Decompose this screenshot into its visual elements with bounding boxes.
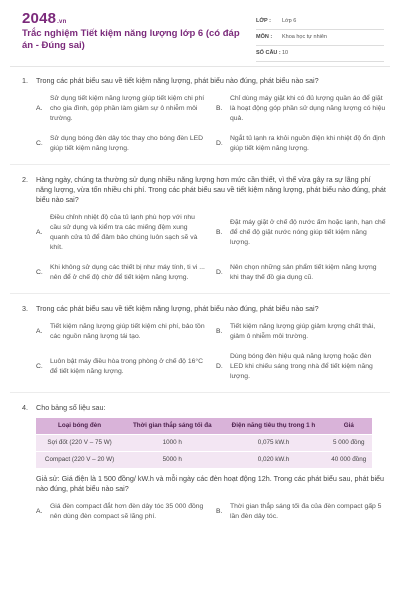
option-letter: B. [216, 508, 223, 515]
option-a[interactable] [36, 322, 206, 342]
option-a[interactable] [36, 94, 206, 124]
meta-value: Khoa học tự nhiên [282, 34, 327, 40]
question-divider [10, 293, 390, 294]
table-header: Điện năng tiêu thụ trong 1 h [221, 418, 325, 435]
options-grid [36, 213, 386, 283]
table-cell: 5 000 đồng [326, 435, 372, 452]
table-row [36, 452, 372, 469]
meta-value: 10 [282, 50, 289, 56]
page-title: Trắc nghiệm Tiết kiệm năng lượng lớp 6 (có đáp án - Đúng sai) [22, 28, 240, 51]
table-header: Thời gian thắp sáng tối đa [123, 418, 221, 435]
option-d[interactable] [216, 263, 386, 283]
option-letter: C. [36, 363, 43, 370]
option-letter: D. [216, 269, 223, 276]
options-grid [36, 502, 386, 522]
option-a[interactable] [36, 502, 206, 522]
option-letter: C. [36, 269, 43, 276]
question-text: Cho bảng số liệu sau: [36, 403, 106, 412]
options-grid [36, 322, 386, 382]
table-row [36, 435, 372, 452]
table-cell: 0,075 kW.h [221, 435, 325, 452]
option-letter: A. [36, 105, 43, 112]
option-letter: A. [36, 328, 43, 335]
option-text: Khi không sử dụng các thiết bị như máy tính, ti vi ... nên để ở chế độ chờ để tiết kiệm năng lượng. [50, 264, 205, 281]
question-list [0, 76, 400, 522]
option-c[interactable] [36, 352, 206, 382]
meta-row-class [256, 14, 384, 30]
table-header-row [36, 418, 372, 435]
meta-row-count [256, 46, 384, 62]
table-header: Loại bóng đèn [36, 418, 123, 435]
option-text: Dùng bóng đèn hiệu quả năng lượng hoặc đèn LED khi chiếu sáng trong nhà để tiết kiệm năng lượng. [230, 353, 373, 380]
meta-label: LỚP : [256, 18, 271, 24]
option-text: Điều chỉnh nhiệt độ của tủ lạnh phù hợp với nhu cầu sử dụng và kiểm tra các miếng đệm xung quanh cửa tủ để đảm bảo chúng luôn sạch sẽ và khít. [50, 214, 198, 251]
question-divider [10, 164, 390, 165]
option-letter: A. [36, 229, 43, 236]
option-text: Đặt máy giặt ở chế độ nước ấm hoặc lạnh, hạn chế để chế độ giặt nước nóng giúp tiết kiệm năng lượng. [230, 219, 386, 246]
question-text: Hàng ngày, chúng ta thường sử dụng nhiều năng lượng hơn mức cần thiết, vì thế vừa gây ra sự lãng phí năng lượng, vừa tốn nhiều chi phí. Trong các phát biểu sau về tiết kiệm năng lượng, phát biểu nào đúng, phát biểu nào sai? [36, 175, 386, 204]
option-letter: B. [216, 229, 223, 236]
data-table [36, 418, 372, 468]
option-b[interactable] [216, 322, 386, 342]
option-b[interactable] [216, 213, 386, 253]
site-logo[interactable] [22, 10, 66, 27]
option-letter: D. [216, 140, 223, 147]
option-letter: D. [216, 363, 223, 370]
table-cell: 1000 h [123, 435, 221, 452]
options-grid [36, 94, 386, 154]
meta-row-subject [256, 30, 384, 46]
question-3 [22, 304, 386, 382]
option-letter: B. [216, 105, 223, 112]
question-text: Trong các phát biểu sau về tiết kiệm năng lượng, phát biểu nào đúng, phát biểu nào sai? [36, 76, 319, 85]
table-cell: 5000 h [123, 452, 221, 469]
option-d[interactable] [216, 352, 386, 382]
question-2 [22, 175, 386, 283]
meta-label: MÔN : [256, 34, 273, 40]
question-number: 4. [22, 403, 28, 412]
question-number: 1. [22, 76, 28, 85]
option-letter: B. [216, 328, 223, 335]
question-4 [22, 403, 386, 522]
option-letter: C. [36, 140, 43, 147]
header-divider [10, 66, 390, 67]
option-b[interactable] [216, 94, 386, 124]
question-number: 2. [22, 175, 28, 184]
document-header [0, 0, 400, 62]
question-number: 3. [22, 304, 28, 313]
question-text: Trong các phát biểu sau về tiết kiệm năng lượng, phát biểu nào đúng, phát biểu nào sai? [36, 304, 319, 313]
option-text: Sử dụng tiết kiệm năng lượng giúp tiết kiệm chi phí cho gia đình, góp phần làm giảm sự ô nhiễm môi trường. [50, 95, 205, 122]
option-text: Chỉ dùng máy giặt khi có đủ lượng quần áo để giặt là hoạt động góp phần sử dụng năng lượng có hiệu quả. [230, 95, 386, 122]
option-text: Sử dụng bóng đèn dây tóc thay cho bóng đèn LED giúp tiết kiệm năng lượng. [50, 135, 204, 152]
option-b[interactable] [216, 502, 386, 522]
option-text: Giá đèn compact đắt hơn đèn dây tóc 35 000 đồng nên dùng đèn compact sẽ lãng phí. [50, 503, 204, 520]
table-cell: Sợi đốt (220 V – 75 W) [36, 435, 123, 452]
table-cell: 0,020 kW.h [221, 452, 325, 469]
option-a[interactable] [36, 213, 206, 253]
logo-main: 2048 [22, 10, 57, 27]
meta-label: SỐ CÂU : [256, 50, 281, 56]
option-text: Ngắt tủ lạnh ra khỏi nguồn điện khi nhiệt độ ổn định giúp tiết kiệm năng lượng. [230, 135, 386, 152]
logo-suffix: .vn [57, 19, 67, 25]
option-d[interactable] [216, 134, 386, 154]
question-followup-text: Giả sử: Giá điện là 1 500 đồng/ kW.h và mỗi ngày các đèn hoạt động 12h. Trong các phát biểu sau, phát biểu nào đúng, phát biểu nào sai? [36, 474, 385, 493]
meta-info [256, 14, 384, 62]
option-text: Thời gian thắp sáng tối đa của đèn compact gấp 5 lần đèn dây tóc. [230, 503, 382, 520]
meta-value: Lớp 6 [282, 18, 297, 24]
question-1 [22, 76, 386, 154]
table-cell: 40 000 đồng [326, 452, 372, 469]
option-text: Tiết kiệm năng lượng giúp tiết kiệm chi phí, bảo tồn các nguồn năng lượng tái tạo. [50, 323, 205, 340]
option-text: Tiết kiệm năng lượng giúp giảm lượng chất thải, giảm ô nhiễm môi trường. [230, 323, 376, 340]
table-cell: Compact (220 V – 20 W) [36, 452, 123, 469]
table-header: Giá [326, 418, 372, 435]
option-text: Nên chọn những sản phẩm tiết kiệm năng lượng khi thay thế đồ gia dụng cũ. [230, 264, 377, 281]
option-c[interactable] [36, 134, 206, 154]
question-divider [10, 392, 390, 393]
option-c[interactable] [36, 263, 206, 283]
option-letter: A. [36, 508, 43, 515]
option-text: Luôn bật máy điều hòa trong phòng ở chế độ 16°C để tiết kiệm năng lượng. [50, 358, 204, 375]
